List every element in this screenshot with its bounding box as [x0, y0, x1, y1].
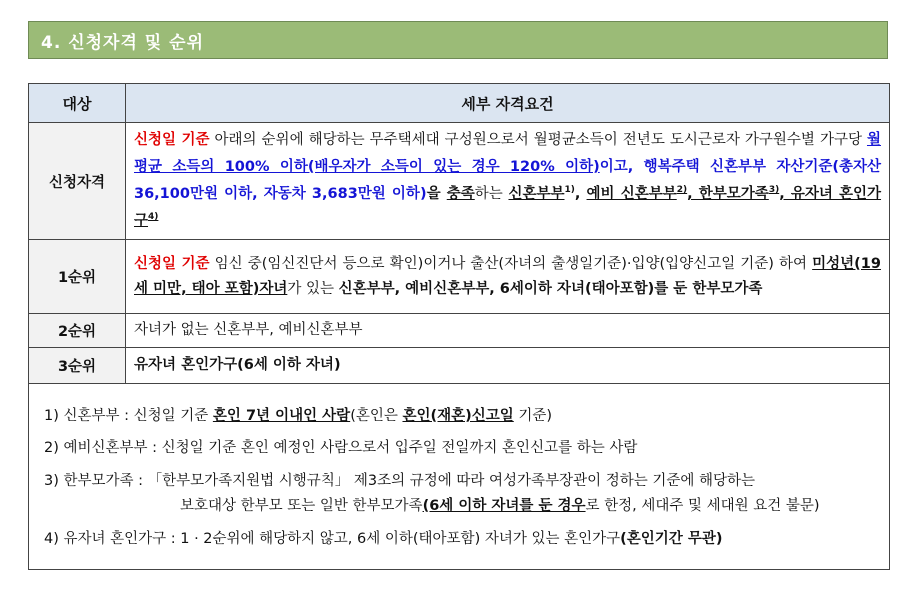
- row-label-eligibility: 신청자격: [29, 123, 126, 240]
- column-header-target: 대상: [29, 84, 126, 123]
- eligibility-table: [28, 83, 890, 384]
- note-bold: (혼인기간 무관): [620, 531, 723, 547]
- text-plain: 가 있는: [287, 280, 339, 297]
- text-plain: 하는: [474, 186, 509, 202]
- footnote-ref: 3): [768, 185, 780, 196]
- footnote-1: [44, 404, 552, 425]
- row-content-eligibility: [126, 123, 890, 240]
- row-label-rank3: 3순위: [29, 348, 126, 384]
- footnote-3: [44, 469, 755, 490]
- note-text: 3) 한부모가족 : 「한부모가족지원법 시행규칙」 제3조의 규정에 따라 여성가족부장관이 정하는 기준에 해당하는: [44, 473, 755, 489]
- text-bold: ,: [574, 186, 587, 202]
- text-single-parent: , 한부모가족: [687, 186, 769, 202]
- text-bold-u: 충족: [446, 186, 475, 202]
- text-red: 신청일 기준: [134, 132, 210, 148]
- note-text: 로 한정, 세대주 및 세대원 요건 불문): [585, 498, 820, 514]
- note-text: 4) 유자녀 혼인가구 : 1 · 2순위에 해당하지 않고, 6세 이하(태아포함) 자녀가 있는 혼인가구: [44, 531, 621, 547]
- note-bold: (6세 이하 자녀를 둔 경우: [422, 498, 586, 514]
- note-bold: 혼인(재혼)신고일: [402, 408, 514, 424]
- table-row: [29, 348, 890, 384]
- footnote-ref: 1): [564, 185, 575, 196]
- text-rank1-targets: 신혼부부, 예비신혼부부, 6세이하 자녀(태아포함)를 둔 한부모가족: [338, 280, 763, 297]
- text-income-criteria: 월평균 소득의 100% 이하(배우자가 소득이 있는 경우 120% 이하): [134, 132, 881, 175]
- note-text: 보호대상 한부모 또는 일반 한부모가족: [180, 498, 423, 514]
- note-text: 기준): [513, 408, 553, 424]
- text-asset-criteria: 이고, 행복주택 신혼부부 자산기준(총자산 36,100만원 이하, 자동차 3,683만원 이하): [134, 159, 881, 202]
- table-row: [29, 240, 890, 314]
- footnote-3-cont: [180, 494, 820, 515]
- table-header-row: [29, 84, 890, 123]
- section-header: [28, 21, 888, 59]
- text-plain: 임신 중(임신진단서 등으로 확인)이거나 출산(자녀의 출생일기준)·입양(입양신고일 기준) 하여: [209, 255, 813, 272]
- text-prewed: 예비 신혼부부: [586, 186, 677, 202]
- text-newlywed: 신혼부부: [508, 186, 565, 202]
- table-row: [29, 123, 890, 240]
- row-content-rank3: 유자녀 혼인가구(6세 이하 자녀): [126, 348, 890, 384]
- note-text: 2) 예비신혼부부 : 신청일 기준 혼인 예정인 사람으로서 입주일 전일까지 혼인신고를 하는 사람: [44, 440, 638, 456]
- text-bold: 을: [426, 186, 447, 202]
- footnote-2: [44, 436, 637, 457]
- row-label-rank1: 1순위: [29, 240, 126, 314]
- section-title: 4. 신청자격 및 순위: [41, 32, 204, 53]
- row-content-rank1: [126, 240, 890, 314]
- text-red: 신청일 기준: [134, 255, 210, 272]
- footnotes-box: [28, 384, 890, 570]
- footnote-ref: 4): [148, 212, 159, 223]
- row-label-rank2: 2순위: [29, 314, 126, 348]
- footnote-ref: 2): [676, 185, 688, 196]
- footnote-4: [44, 527, 722, 548]
- text-plain: 아래의 순위에 해당하는 무주택세대 구성원으로서 월평균소득이 전년도 도시근로자 가구원수별 가구당: [209, 132, 867, 148]
- text-married-with-child: , 유자녀 혼인가구: [134, 186, 882, 229]
- note-bold: 혼인 7년 이내인 사람: [212, 408, 351, 424]
- note-text: (혼인은: [350, 408, 403, 424]
- note-text: 1) 신혼부부 : 신청일 기준: [44, 408, 213, 424]
- column-header-detail: 세부 자격요건: [126, 84, 890, 123]
- table-row: [29, 314, 890, 348]
- text-minor-child: 미성년(19세 미만, 태아 포함)자녀: [134, 255, 881, 297]
- row-content-rank2: 자녀가 없는 신혼부부, 예비신혼부부: [126, 314, 890, 348]
